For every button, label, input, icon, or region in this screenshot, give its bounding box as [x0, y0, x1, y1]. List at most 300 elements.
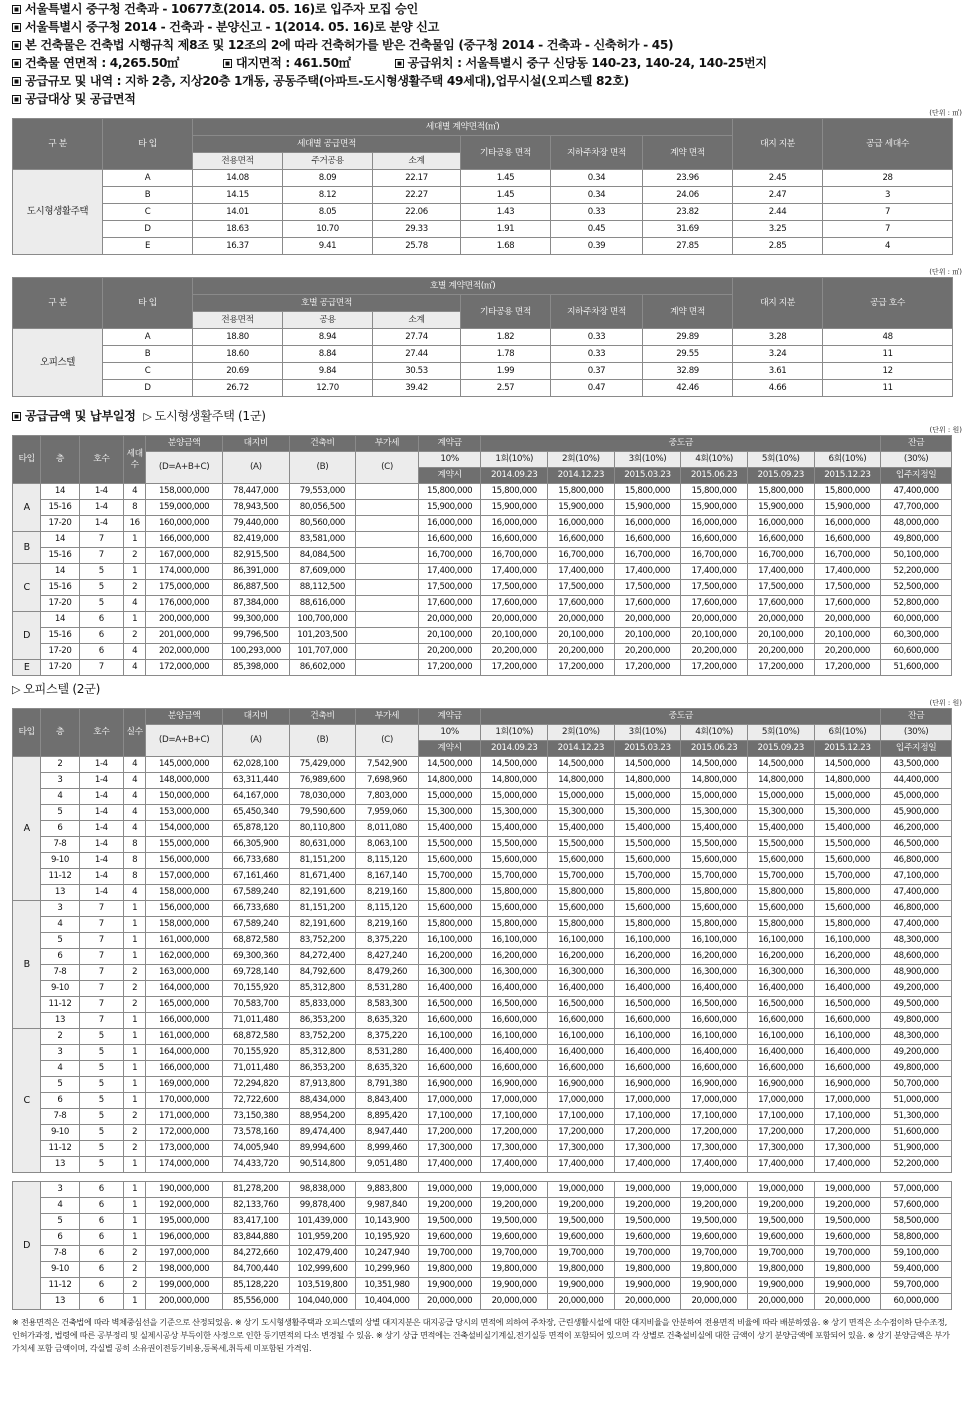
- table-cell: 16,600,000: [481, 532, 548, 548]
- table-cell: 47,400,000: [881, 917, 952, 933]
- table-cell: 10,351,980: [356, 1278, 419, 1294]
- column-header: 2015.06.23: [681, 741, 748, 757]
- column-header: 계약금: [418, 709, 481, 725]
- table-cell: 50,700,000: [881, 1077, 952, 1093]
- table-cell: 14,500,000: [747, 757, 814, 773]
- table-cell: 47,400,000: [881, 885, 952, 901]
- table-cell: 3.24: [733, 346, 823, 363]
- table-cell: 202,000,000: [146, 644, 223, 660]
- table-cell: 15,400,000: [418, 821, 481, 837]
- table-cell: 15,600,000: [747, 901, 814, 917]
- table-cell: 19,700,000: [548, 1246, 615, 1262]
- table-cell: 7-8: [41, 1109, 79, 1125]
- table-cell: 7: [79, 901, 123, 917]
- table-cell: 17,500,000: [614, 580, 681, 596]
- table-cell: 19,600,000: [747, 1230, 814, 1246]
- column-header: 타 입: [103, 119, 193, 170]
- table-cell: 47,400,000: [881, 484, 952, 500]
- table-cell: 5: [79, 596, 123, 612]
- table-cell: 167,000,000: [146, 548, 223, 564]
- table-row: [13, 628, 952, 644]
- table-cell: 15,600,000: [418, 901, 481, 917]
- table-cell: 83,417,100: [222, 1214, 289, 1230]
- table-cell: 8,427,240: [356, 949, 419, 965]
- table-cell: 7: [79, 933, 123, 949]
- table-cell: 17,400,000: [418, 1157, 481, 1173]
- table-row: [13, 329, 953, 346]
- table-cell: 88,954,200: [289, 1109, 356, 1125]
- table-cell: 16,600,000: [548, 1061, 615, 1077]
- table-cell: 15,400,000: [548, 821, 615, 837]
- table-cell: 49,500,000: [881, 997, 952, 1013]
- column-header: 1회(10%): [481, 725, 548, 741]
- column-header: 공급 세대수: [823, 119, 953, 170]
- table-cell: 15-16: [41, 548, 79, 564]
- table-cell: 1-4: [79, 869, 123, 885]
- table-cell: 6: [79, 1182, 123, 1198]
- type-label: C: [13, 564, 41, 612]
- column-header: 잔금: [881, 436, 952, 452]
- table-cell: 16,400,000: [814, 1045, 881, 1061]
- square-bullet-icon: [12, 23, 21, 32]
- table-cell: 15,800,000: [548, 484, 615, 500]
- table-cell: 72,722,600: [222, 1093, 289, 1109]
- table-cell: 15,800,000: [814, 885, 881, 901]
- table-cell: 170,000,000: [146, 1093, 223, 1109]
- column-header: 계약 면적: [643, 136, 733, 170]
- column-header: 2015.03.23: [614, 468, 681, 484]
- table-cell: 16,100,000: [418, 933, 481, 949]
- column-header: 타입: [13, 436, 41, 484]
- table-cell: 17,500,000: [747, 580, 814, 596]
- table-cell: 14: [41, 532, 79, 548]
- table-cell: 17,500,000: [418, 580, 481, 596]
- table-cell: 15,300,000: [481, 805, 548, 821]
- table-cell: 19,600,000: [418, 1230, 481, 1246]
- table-cell: 2: [124, 981, 146, 997]
- table-cell: 15,900,000: [418, 500, 481, 516]
- table-cell: 46,800,000: [881, 901, 952, 917]
- table-cell: 4: [124, 644, 146, 660]
- column-header: 구 분: [13, 278, 103, 329]
- headline-permit: 본 건축물은 건축법 시행규칙 제8조 및 12조의 2에 따라 건축허가를 받은 건축물임 (중구청 2014 - 건축과 - 신축허가 - 45): [12, 36, 962, 54]
- table-cell: 17,200,000: [814, 1125, 881, 1141]
- table-cell: 69,300,360: [222, 949, 289, 965]
- table-cell: 17,400,000: [481, 1157, 548, 1173]
- table-cell: E: [103, 238, 193, 255]
- table-cell: 19,900,000: [747, 1278, 814, 1294]
- table-cell: 15,600,000: [681, 853, 748, 869]
- table-cell: 1-4: [79, 885, 123, 901]
- table-cell: 17,200,000: [747, 1125, 814, 1141]
- table-cell: 49,800,000: [881, 532, 952, 548]
- table-cell: 7: [79, 1013, 123, 1029]
- table-cell: 48,300,000: [881, 933, 952, 949]
- table-cell: 17,300,000: [548, 1141, 615, 1157]
- table-row: [13, 1061, 952, 1077]
- table-cell: 82,191,600: [289, 885, 356, 901]
- table-cell: 15-16: [41, 580, 79, 596]
- table-cell: 60,600,000: [881, 644, 952, 660]
- table-cell: 16,200,000: [747, 949, 814, 965]
- table-cell: 14,500,000: [481, 757, 548, 773]
- table-cell: 16,500,000: [418, 997, 481, 1013]
- table-cell: 5: [41, 1214, 79, 1230]
- table-cell: 17,000,000: [418, 1093, 481, 1109]
- table-cell: 17,300,000: [614, 1141, 681, 1157]
- table-cell: 82,133,760: [222, 1198, 289, 1214]
- table-cell: 2: [124, 548, 146, 564]
- table-cell: 5: [79, 1109, 123, 1125]
- table-cell: 7-8: [41, 1246, 79, 1262]
- table-cell: 28: [823, 170, 953, 187]
- column-header: 분양금액: [146, 436, 223, 452]
- table-cell: 32.89: [643, 363, 733, 380]
- table-cell: 19,000,000: [614, 1182, 681, 1198]
- table-cell: 17,400,000: [614, 564, 681, 580]
- table-cell: 15,700,000: [814, 869, 881, 885]
- table-cell: 19,500,000: [548, 1214, 615, 1230]
- table-cell: 42.46: [643, 380, 733, 397]
- table-cell: 0.47: [551, 380, 643, 397]
- table-cell: 20,200,000: [614, 644, 681, 660]
- table-cell: 8.09: [283, 170, 373, 187]
- table-cell: 16,200,000: [681, 949, 748, 965]
- group-label: 오피스텔: [13, 329, 103, 397]
- table-cell: 158,000,000: [146, 917, 223, 933]
- table-cell: 17,100,000: [614, 1109, 681, 1125]
- table-cell: 15,000,000: [747, 789, 814, 805]
- table-cell: 19,200,000: [614, 1198, 681, 1214]
- table-cell: 7: [823, 204, 953, 221]
- table-row: [13, 773, 952, 789]
- table-cell: 15,900,000: [814, 500, 881, 516]
- table-cell: 17,200,000: [747, 660, 814, 676]
- table-cell: A: [103, 329, 193, 346]
- table-cell: 3.61: [733, 363, 823, 380]
- column-header: 전용면적: [193, 153, 283, 170]
- table-cell: 20,000,000: [418, 1294, 481, 1310]
- table-cell: 16,100,000: [681, 1029, 748, 1045]
- table-cell: 25.78: [373, 238, 461, 255]
- table-cell: 5: [79, 1077, 123, 1093]
- table-cell: 1.68: [461, 238, 551, 255]
- table-cell: 17-20: [41, 660, 79, 676]
- table-cell: 4: [124, 484, 146, 500]
- column-header: 공용: [283, 312, 373, 329]
- table-cell: 15,800,000: [548, 885, 615, 901]
- table-cell: 22.17: [373, 170, 461, 187]
- table-cell: 15,800,000: [481, 917, 548, 933]
- table-row: [13, 564, 952, 580]
- table-cell: 16,600,000: [548, 532, 615, 548]
- table-cell: 7: [79, 548, 123, 564]
- table-cell: 175,000,000: [146, 580, 223, 596]
- table-cell: 16,700,000: [481, 548, 548, 564]
- table-cell: 16,600,000: [814, 1013, 881, 1029]
- table-cell: 15,900,000: [681, 500, 748, 516]
- table-cell: [356, 612, 419, 628]
- table-cell: 62,028,100: [222, 757, 289, 773]
- column-header: 3회(10%): [614, 725, 681, 741]
- table-cell: 19,000,000: [814, 1182, 881, 1198]
- table-cell: 2: [41, 757, 79, 773]
- table-cell: 164,000,000: [146, 981, 223, 997]
- type-label: B: [13, 901, 41, 1029]
- table-cell: 17,500,000: [548, 580, 615, 596]
- table-cell: 3: [41, 773, 79, 789]
- table-cell: 70,155,920: [222, 981, 289, 997]
- table-cell: 6: [41, 1230, 79, 1246]
- table-row: [13, 1294, 952, 1310]
- headline-info: 건축물 연면적 : 4,265.50㎡ 대지면적 : 461.50㎡ 공급위치 : 서울특별시 중구 신당동 140-23, 140-24, 140-25번지: [12, 54, 962, 72]
- table-cell: 19,000,000: [418, 1182, 481, 1198]
- table-cell: [356, 548, 419, 564]
- table-cell: 6: [79, 1230, 123, 1246]
- table-cell: 45,000,000: [881, 789, 952, 805]
- table-cell: 84,084,500: [289, 548, 356, 564]
- table-cell: 1.43: [461, 204, 551, 221]
- table-cell: 1: [124, 949, 146, 965]
- table-row: [13, 949, 952, 965]
- table-cell: 83,752,200: [289, 1029, 356, 1045]
- table-row: [13, 580, 952, 596]
- table-cell: 6: [41, 1093, 79, 1109]
- table-cell: 48,000,000: [881, 516, 952, 532]
- type-label: A: [13, 757, 41, 901]
- table-cell: 16,100,000: [481, 1029, 548, 1045]
- column-header: 호별 계약면적(㎡): [193, 278, 733, 295]
- table-cell: 15,800,000: [614, 484, 681, 500]
- table-cell: 5: [41, 805, 79, 821]
- table-cell: 20,000,000: [814, 1294, 881, 1310]
- table-cell: 16,400,000: [681, 1045, 748, 1061]
- column-header: 호별 공급면적: [193, 295, 461, 312]
- table-cell: 166,000,000: [146, 532, 223, 548]
- table-cell: 47,700,000: [881, 500, 952, 516]
- table-cell: 78,943,500: [222, 500, 289, 516]
- table-row: [13, 484, 952, 500]
- table-cell: 86,353,200: [289, 1013, 356, 1029]
- table-cell: 2: [124, 1278, 146, 1294]
- table-cell: 17,400,000: [814, 564, 881, 580]
- table-cell: 20,000,000: [548, 1294, 615, 1310]
- table-row: [13, 596, 952, 612]
- table-gap: [13, 1173, 952, 1182]
- table-cell: 2: [124, 965, 146, 981]
- table-cell: 1-4: [79, 789, 123, 805]
- table-cell: 156,000,000: [146, 853, 223, 869]
- table-cell: 17,200,000: [548, 660, 615, 676]
- table-cell: 16,600,000: [481, 1013, 548, 1029]
- table-cell: 16,900,000: [418, 1077, 481, 1093]
- table-row: [13, 917, 952, 933]
- table-cell: 174,000,000: [146, 1157, 223, 1173]
- table-cell: 17,400,000: [548, 1157, 615, 1173]
- table-cell: 4: [41, 917, 79, 933]
- table-row: [13, 1013, 952, 1029]
- table-cell: 82,191,600: [289, 917, 356, 933]
- table-cell: 16,000,000: [747, 516, 814, 532]
- table-cell: 60,000,000: [881, 612, 952, 628]
- table-cell: 199,000,000: [146, 1278, 223, 1294]
- column-header: 2015.12.23: [814, 468, 881, 484]
- column-header: 중도금: [481, 709, 881, 725]
- table-cell: 158,000,000: [146, 885, 223, 901]
- table-cell: 6: [79, 1278, 123, 1294]
- table-cell: 16,600,000: [814, 1061, 881, 1077]
- table-cell: 23.96: [643, 170, 733, 187]
- table-cell: 16,300,000: [418, 965, 481, 981]
- table-row: [13, 981, 952, 997]
- table-cell: 20,000,000: [681, 612, 748, 628]
- table-cell: 20,000,000: [681, 1294, 748, 1310]
- section-title-officetel: ▷ 오피스텔 (2군): [12, 682, 100, 696]
- table-cell: 15,800,000: [747, 917, 814, 933]
- table-cell: 16,900,000: [614, 1077, 681, 1093]
- table-cell: 8.84: [283, 346, 373, 363]
- table-cell: 16,400,000: [614, 981, 681, 997]
- table-cell: 18.63: [193, 221, 283, 238]
- table-row: [13, 997, 952, 1013]
- table-cell: 3: [41, 901, 79, 917]
- table-cell: 9-10: [41, 1262, 79, 1278]
- table-cell: 148,000,000: [146, 773, 223, 789]
- table-cell: 8.05: [283, 204, 373, 221]
- column-header: (B): [289, 452, 356, 484]
- table-cell: 86,602,000: [289, 660, 356, 676]
- table-cell: [356, 596, 419, 612]
- table-row: [13, 1230, 952, 1246]
- table-row: [13, 660, 952, 676]
- table-cell: 15,700,000: [614, 869, 681, 885]
- table-cell: 101,707,000: [289, 644, 356, 660]
- table-cell: 1: [124, 1198, 146, 1214]
- column-header: 기타공용 면적: [461, 136, 551, 170]
- table-cell: 17,200,000: [418, 1125, 481, 1141]
- table-cell: 102,479,400: [289, 1246, 356, 1262]
- column-header: 2015.12.23: [814, 741, 881, 757]
- table-row: [13, 1029, 952, 1045]
- table-cell: 8: [124, 869, 146, 885]
- table-cell: 14,800,000: [418, 773, 481, 789]
- triangle-right-icon: ▷: [12, 683, 21, 696]
- table-cell: 31.69: [643, 221, 733, 238]
- table-cell: 4.66: [733, 380, 823, 397]
- column-header: 부가세: [356, 436, 419, 452]
- table-cell: 14.01: [193, 204, 283, 221]
- table-cell: 16,700,000: [548, 548, 615, 564]
- type-label: D: [13, 612, 41, 660]
- table-cell: 17,300,000: [681, 1141, 748, 1157]
- table-cell: [356, 564, 419, 580]
- table-cell: 15,800,000: [418, 885, 481, 901]
- table-cell: 16,600,000: [614, 1013, 681, 1029]
- table-cell: 155,000,000: [146, 837, 223, 853]
- table-cell: 16,900,000: [481, 1077, 548, 1093]
- table-cell: 60,300,000: [881, 628, 952, 644]
- table-cell: 15,800,000: [681, 885, 748, 901]
- table-cell: 8: [124, 853, 146, 869]
- square-bullet-icon: [395, 59, 404, 68]
- table-cell: 15,500,000: [418, 837, 481, 853]
- column-header: 6회(10%): [814, 725, 881, 741]
- table-cell: 15,700,000: [747, 869, 814, 885]
- table-cell: 13: [41, 1157, 79, 1173]
- column-header: 4회(10%): [681, 725, 748, 741]
- table-cell: 83,844,880: [222, 1230, 289, 1246]
- table-cell: 76,989,600: [289, 773, 356, 789]
- table-cell: 15,500,000: [681, 837, 748, 853]
- table-row: [13, 500, 952, 516]
- table-cell: 16,600,000: [747, 532, 814, 548]
- table-cell: 48,300,000: [881, 1029, 952, 1045]
- table-cell: 20,100,000: [481, 628, 548, 644]
- table-cell: 1-4: [79, 821, 123, 837]
- table-cell: 15,000,000: [681, 789, 748, 805]
- table-cell: 66,733,680: [222, 901, 289, 917]
- table-cell: 19,700,000: [614, 1246, 681, 1262]
- table-cell: 19,200,000: [681, 1198, 748, 1214]
- table-cell: 1-4: [79, 837, 123, 853]
- table-cell: 15,800,000: [418, 917, 481, 933]
- table-cell: 15,700,000: [681, 869, 748, 885]
- table-cell: 16,400,000: [814, 981, 881, 997]
- column-header: 계약금: [418, 436, 481, 452]
- table-row: [13, 1262, 952, 1278]
- table-cell: 5: [79, 1157, 123, 1173]
- triangle-right-icon: ▷: [143, 410, 152, 423]
- column-header: 층: [41, 709, 79, 757]
- table-cell: 1: [124, 532, 146, 548]
- table-cell: 102,999,600: [289, 1262, 356, 1278]
- table-cell: 6: [79, 1198, 123, 1214]
- table-cell: 19,600,000: [614, 1230, 681, 1246]
- table-cell: 11: [823, 380, 953, 397]
- table-cell: 16,600,000: [418, 1013, 481, 1029]
- table-cell: 20,000,000: [481, 1294, 548, 1310]
- table-cell: 49,200,000: [881, 981, 952, 997]
- table-cell: 51,300,000: [881, 1109, 952, 1125]
- table-cell: 15,700,000: [481, 869, 548, 885]
- table-cell: 80,110,800: [289, 821, 356, 837]
- table-cell: 16,200,000: [418, 949, 481, 965]
- table-cell: 19,600,000: [548, 1230, 615, 1246]
- table-cell: 20,000,000: [481, 612, 548, 628]
- column-header: 입주지정일: [881, 468, 952, 484]
- table-cell: 161,000,000: [146, 933, 223, 949]
- table-cell: [356, 644, 419, 660]
- table-cell: 16,300,000: [548, 965, 615, 981]
- table-cell: 8,843,400: [356, 1093, 419, 1109]
- table-cell: 15,600,000: [747, 853, 814, 869]
- column-header: 2014.12.23: [548, 741, 615, 757]
- table-cell: 4: [41, 1061, 79, 1077]
- table-cell: 16,900,000: [747, 1077, 814, 1093]
- table-cell: 16,500,000: [481, 997, 548, 1013]
- column-header: 대지 지분: [733, 278, 823, 329]
- table-row: [13, 187, 953, 204]
- column-header: 2회(10%): [548, 452, 615, 468]
- table-cell: 20,000,000: [747, 1294, 814, 1310]
- table-cell: 68,872,580: [222, 1029, 289, 1045]
- table-cell: 16,700,000: [681, 548, 748, 564]
- table-cell: 16,400,000: [681, 981, 748, 997]
- table-cell: 82,419,000: [222, 532, 289, 548]
- table-cell: 59,700,000: [881, 1278, 952, 1294]
- table-cell: 6: [79, 612, 123, 628]
- table-cell: 8,635,320: [356, 1061, 419, 1077]
